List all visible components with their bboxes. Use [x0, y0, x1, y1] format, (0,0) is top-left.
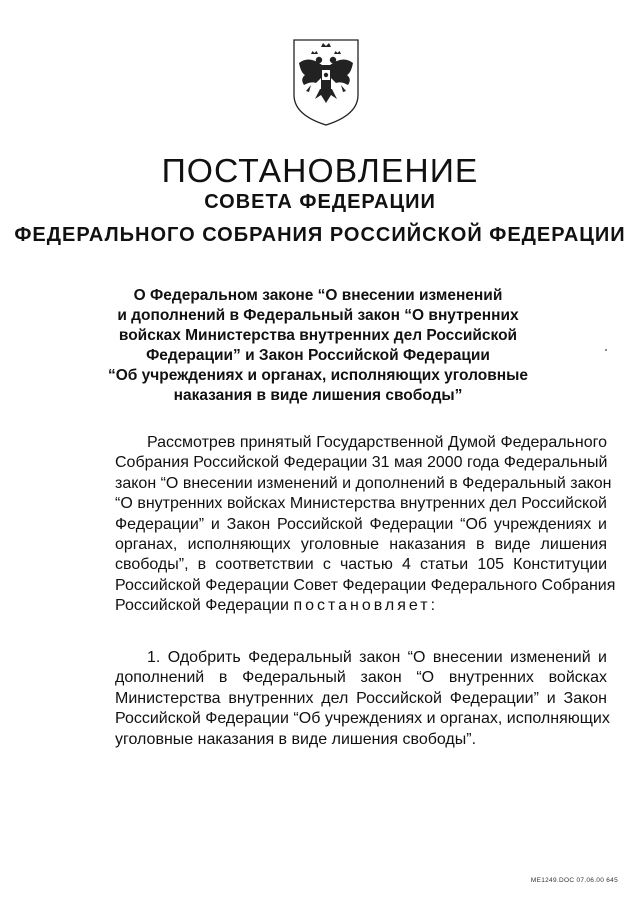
paragraph-line: органах, исполняющих уголовные наказания в виде лишения — [115, 536, 607, 554]
resolves-word: постановляет: — [293, 597, 439, 615]
subject-line: войсках Министерства внутренних дел Российской — [118, 327, 518, 344]
paragraph-line: Рассмотрев принятый Государственной Думой Федерального — [147, 434, 607, 451]
paragraph-line: “О внутренних войсках Министерства внутренних дел Российской — [115, 495, 607, 513]
subject-line: и дополнений в Федеральный закон “О внутренних — [117, 307, 519, 324]
subject-line: “Об учреждениях и органах, исполняющих уголовные — [108, 367, 528, 384]
document-type-heading: ПОСТАНОВЛЕНИЕ — [161, 152, 479, 189]
document-subject — [100, 286, 536, 406]
paragraph-line: Федерации” и Закон Российской Федерации “Об учреждениях и — [115, 515, 607, 533]
paragraph-line: Российской Федерации Совет Федерации Федерального Собрания — [115, 576, 616, 594]
preamble-paragraph — [115, 433, 616, 617]
paragraph-line: Российской Федерации “Об учреждениях и органах, исполняющих — [115, 710, 610, 728]
paragraph-line: Собрания Российской Федерации 31 мая 2000 года Федеральный — [115, 454, 608, 472]
paragraph-line: уголовные наказания в виде лишения свободы”. — [115, 730, 477, 748]
scan-speck — [605, 349, 607, 351]
paragraph-line: дополнений в Федеральный закон “О внутренних войсках — [115, 669, 607, 687]
paragraph-line: 1. Одобрить Федеральный закон “О внесении изменений и — [147, 649, 607, 666]
resolution-item-1 — [115, 648, 610, 750]
paragraph-last-line — [115, 596, 607, 616]
last-line-prefix: Российской Федерации — [115, 597, 294, 615]
state-emblem-icon — [291, 37, 361, 127]
document-stamp: ME1249.DOC 07.06.00 645 — [530, 877, 618, 884]
issuer-line-2: ФЕДЕРАЛЬНОГО СОБРАНИЯ РОССИЙСКОЙ ФЕДЕРАЦИИ — [14, 224, 626, 246]
subject-line: Федерации” и Закон Российской Федерации — [146, 347, 490, 364]
paragraph-line: свободы”, в соответствии с частью 4 статьи 105 Конституции — [115, 556, 607, 574]
issuer-line-1: СОВЕТА ФЕДЕРАЦИИ — [204, 191, 436, 213]
subject-line: наказания в виде лишения свободы” — [173, 387, 463, 404]
paragraph-line: закон “О внесении изменений и дополнений в Федеральный закон — [115, 474, 612, 492]
subject-line: О Федеральном законе “О внесении изменений — [133, 287, 503, 304]
paragraph-line: Министерства внутренних дел Российской Федерации” и Закон — [115, 689, 607, 707]
